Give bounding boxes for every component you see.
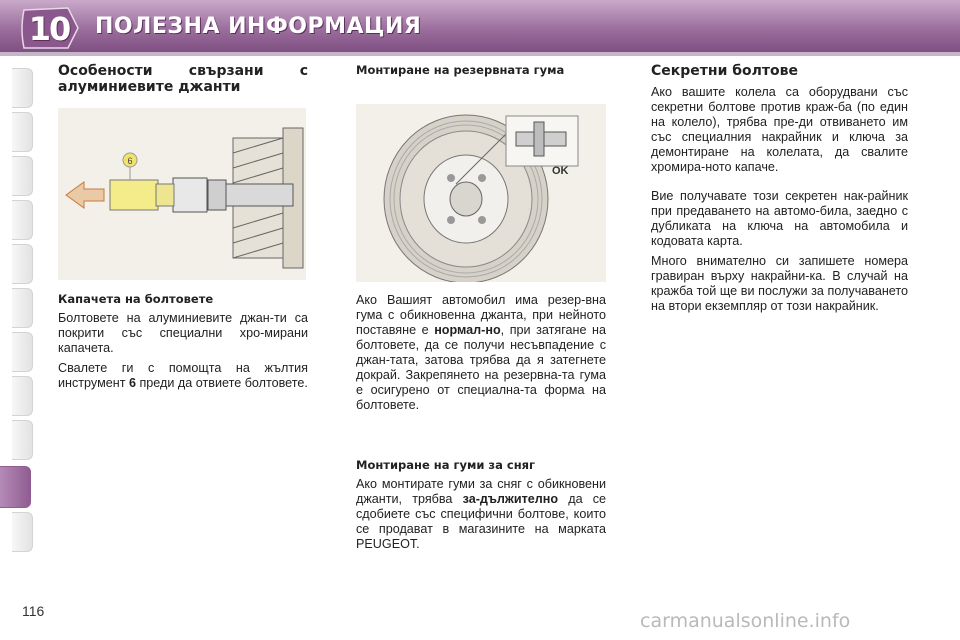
paragraph [356, 293, 606, 413]
header-stripe [0, 52, 960, 56]
paragraph: Болтовете на алуминиевите джан-ти са покрити със специални хро-мирани капачета. [58, 311, 308, 355]
column-anti-theft-bolts [651, 63, 908, 319]
section-heading-snow-tyres: Монтиране на гуми за сняг [356, 458, 536, 472]
figure-bolt-caps [58, 108, 306, 280]
chapter-tab[interactable] [12, 420, 33, 460]
text-run: Ако монтирате гуми за сняг с обикновени джанти, трябва [356, 477, 606, 506]
chapter-tabs [0, 62, 34, 582]
column-snow-tyres [356, 458, 606, 557]
chapter-tab[interactable] [12, 156, 33, 196]
text-run: да се сдобиете със специфични болтове, които се продават в магазините на марката PEUGEOT. [356, 492, 607, 551]
figure-label-6: 6 [127, 156, 133, 166]
paragraph [58, 361, 308, 391]
chapter-tab[interactable] [12, 512, 33, 552]
section-heading-alloy-wheels: Особености свързани с алуминиевите джанти [58, 63, 308, 95]
tool-number: 6 [128, 376, 136, 390]
emphasis: за-дължително [462, 492, 559, 506]
spare-wheel-illustration [356, 104, 606, 282]
bolt-cap-illustration [58, 108, 306, 280]
chapter-tab[interactable] [12, 112, 33, 152]
page-title: ПОЛЕЗНА ИНФОРМАЦИЯ [95, 14, 422, 39]
column-spare-wheel-text [356, 293, 606, 418]
chapter-number: 10 [28, 10, 70, 48]
section-heading-anti-theft-bolts: Секретни болтове [651, 63, 798, 79]
figure-spare-wheel [356, 104, 606, 282]
chapter-tab-active[interactable] [0, 466, 31, 508]
chapter-tab[interactable] [12, 200, 33, 240]
paragraph: Много внимателно си запишете номера гравиран върху накрайни-ка. В случай на кражба той ще ви послужи за получаването на втори екземпляр от този накрайник. [651, 254, 908, 313]
paragraph: Ако вашите колела са оборудвани със секретни болтове против краж-ба (по един на колело), трябва пре-ди отвиването им със специалния накрайник и ключа за демонтиране на колелата, да свалите хромира-ното капаче. [651, 85, 908, 174]
emphasis: нормал-но [434, 323, 501, 337]
column-alloy-wheels [58, 63, 308, 95]
column-alloy-wheels-text [58, 292, 308, 396]
watermark: carmanualsonline.info [640, 610, 851, 632]
chapter-tab[interactable] [12, 376, 33, 416]
chapter-tab[interactable] [12, 288, 33, 328]
chapter-tab[interactable] [12, 68, 33, 108]
text-run: преди да отвиете болтовете. [139, 376, 308, 390]
text-run: Свалете ги с помощта на жълтия инструмент [58, 361, 308, 390]
text-run: Ако Вашият автомобил има резер-вна гума с обикновенна джанта, при нейното поставяне е [356, 293, 606, 337]
page-number: 116 [22, 603, 45, 619]
subheading-bolt-caps: Капачета на болтовете [58, 292, 214, 306]
text-run: , при затягане на болтовете, да се получи несъвпадение с джан-тата, затова трябва да я затегнете докрай. Закрепянето на резервна-та гума е осигурено от специална-та форма на болтовете. [356, 323, 606, 412]
section-heading-spare-wheel: Монтиране на резервната гума [356, 63, 565, 77]
column-spare-wheel [356, 63, 606, 82]
chapter-badge [18, 6, 80, 50]
paragraph: Вие получавате този секретен нак-райник при предаването на автомо-била, заедно с дубликата на ключа на автомобила и кодовата карта. [651, 189, 908, 248]
chapter-tab[interactable] [12, 244, 33, 284]
paragraph [356, 477, 606, 552]
figure-label-ok: OK [552, 165, 569, 177]
chapter-tab[interactable] [12, 332, 33, 372]
